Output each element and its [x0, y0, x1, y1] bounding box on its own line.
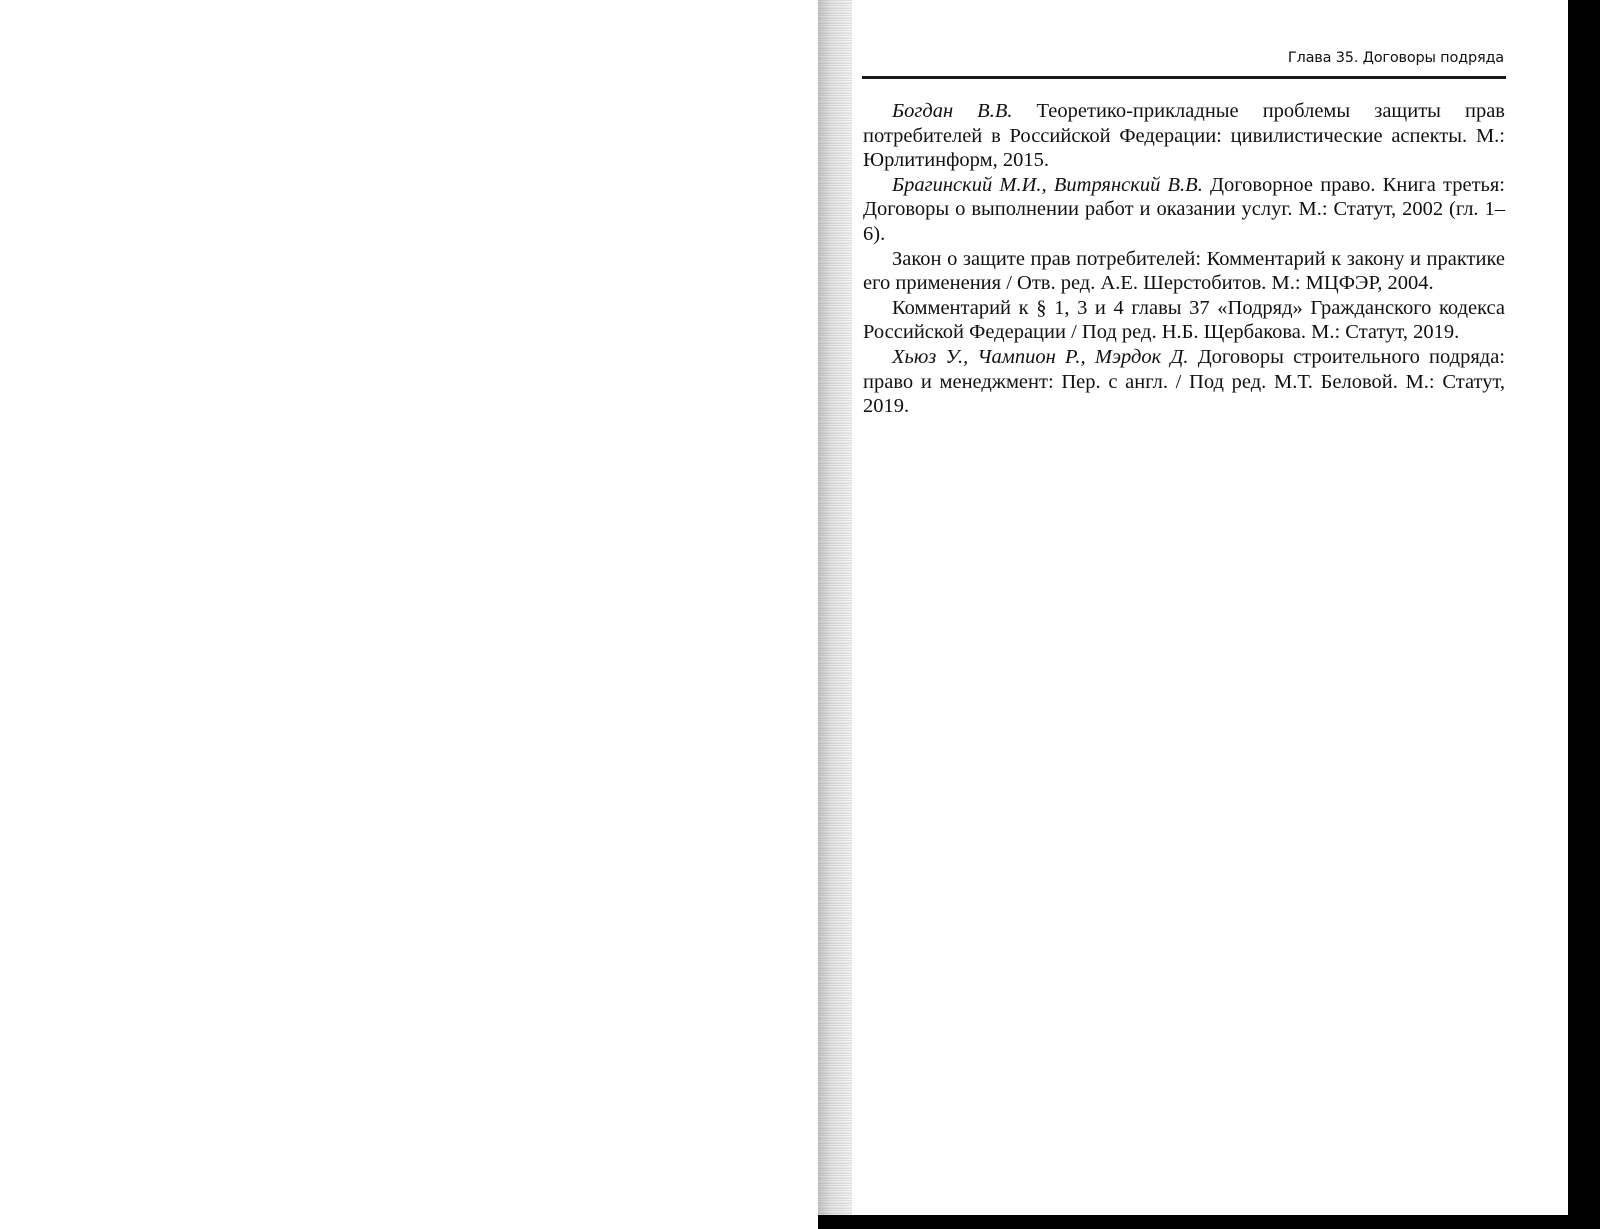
bibliography-entry — [863, 247, 1505, 296]
scan-edge-bottom — [818, 1215, 1600, 1229]
header-rule — [862, 76, 1506, 79]
book-spine-shadow — [818, 0, 852, 1229]
bibliography-entry — [863, 173, 1505, 247]
entry-authors: Брагинский М.И., Витрянский В.В. — [892, 173, 1203, 196]
running-head: Глава 35. Договоры подряда — [1287, 50, 1504, 66]
bibliography-list — [863, 99, 1505, 419]
entry-text: Договоры строительного подряда: право и менеджмент: Пер. с англ. / Под ред. М.Т. Беловой. М.: Статут, 2019. — [863, 345, 1505, 418]
bibliography-entry — [863, 99, 1505, 173]
scan-edge-right — [1568, 0, 1600, 1229]
entry-text: Комментарий к § 1, 3 и 4 главы 37 «Подряд» Гражданского кодекса Российской Федерации / Под ред. Н.Б. Щербакова. М.: Статут, 2019. — [863, 296, 1505, 344]
entry-authors: Хьюз У., Чампион Р., Мэрдок Д. — [892, 345, 1189, 368]
bibliography-entry — [863, 296, 1505, 345]
entry-text: Договорное право. Книга третья: Договоры о выполнении работ и оказании услуг. М.: Статут, 2002 (гл. 1–6). — [863, 173, 1505, 245]
entry-text: Теоретико-прикладные проблемы защиты прав потребителей в Российской Федерации: цивилистические аспекты. М.: Юрлитинформ, 2015. — [863, 100, 1505, 172]
bibliography-entry — [863, 345, 1505, 419]
entry-text: Закон о защите прав потребителей: Комментарий к закону и практике его применения / Отв. ред. А.Е. Шерстобитов. М.: МЦФЭР, 2004. — [863, 247, 1505, 295]
entry-authors: Богдан В.В. — [892, 100, 1013, 122]
